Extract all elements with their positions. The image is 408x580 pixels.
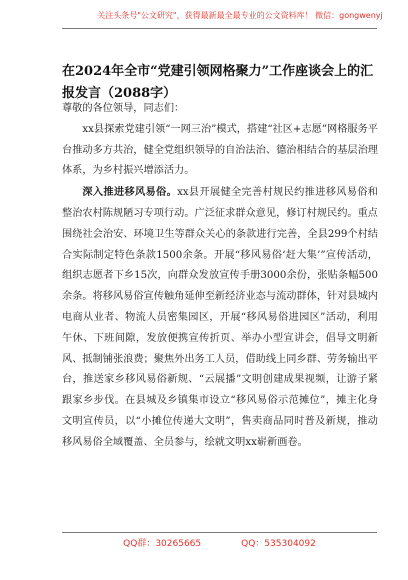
paragraph-lead: 深入推进移风易俗。: [82, 186, 178, 199]
salutation: 尊敬的各位领导，同志们：: [62, 103, 185, 114]
footer-divider: [62, 532, 377, 533]
paragraph-customs: [62, 182, 378, 453]
footer-qq-group: QQ群：30265665: [123, 539, 202, 549]
footer-contact: [62, 536, 377, 549]
paragraph-customs-text: xx县开展健全完善村规民约推进移风易俗和整治农村陈规陋习专项行动。广泛征求群众意见，修订村规民约。重点围绕社会治安、环境卫生等群众关心的条款进行完善，全县299个村结合实际制定特色条款1500余条。开展“移风易俗‘赶大集’”宣传活动，组织志愿者下乡15次，向群众发放宣传手册3000余份，张贴条幅500余条。将移风易俗宣传触角延伸至新经济业态与流动群体，针对县城内电商从业者、物流人员密集园区，开展“移风易俗进园区”活动，利用午休、下班间隙，发放便携宣传折页、举办小型宣讲会，倡导文明新风、抵制铺张浪费；聚焦外出务工人员，借助线上同乡群、劳务输出平台，推送家乡移风易俗新规、“云展播”文明创建成果视频，让游子紧跟家乡步伐。在县城及乡镇集市设立“移风易俗示范摊位”，摊主化身文明宣传员，以“小摊位传递大文明”，售卖商品同时普及新规，推动移风易俗全域覆盖、全员参与，绘就文明xx崭新画卷。: [62, 187, 378, 448]
header-divider: [62, 28, 377, 29]
document-body: [62, 99, 378, 454]
header-banner: 关注头条号"公文研究"，获得最新最全最专业的公文资料库！ 微信：gongwenyj: [97, 11, 383, 20]
paragraph-intro: xx县探索党建引领“一网三治”模式，搭建“社区+志愿”网格服务平台推动多方共治，健全党组织领导的自治法治、德治相结合的基层治理体系，为乡村振兴增添活力。: [62, 123, 378, 177]
footer-qq-number: QQ：535304092: [241, 539, 316, 549]
document-title: 在2024年全市“党建引领网格聚力”工作座谈会上的汇报发言（2088字）: [62, 64, 374, 101]
